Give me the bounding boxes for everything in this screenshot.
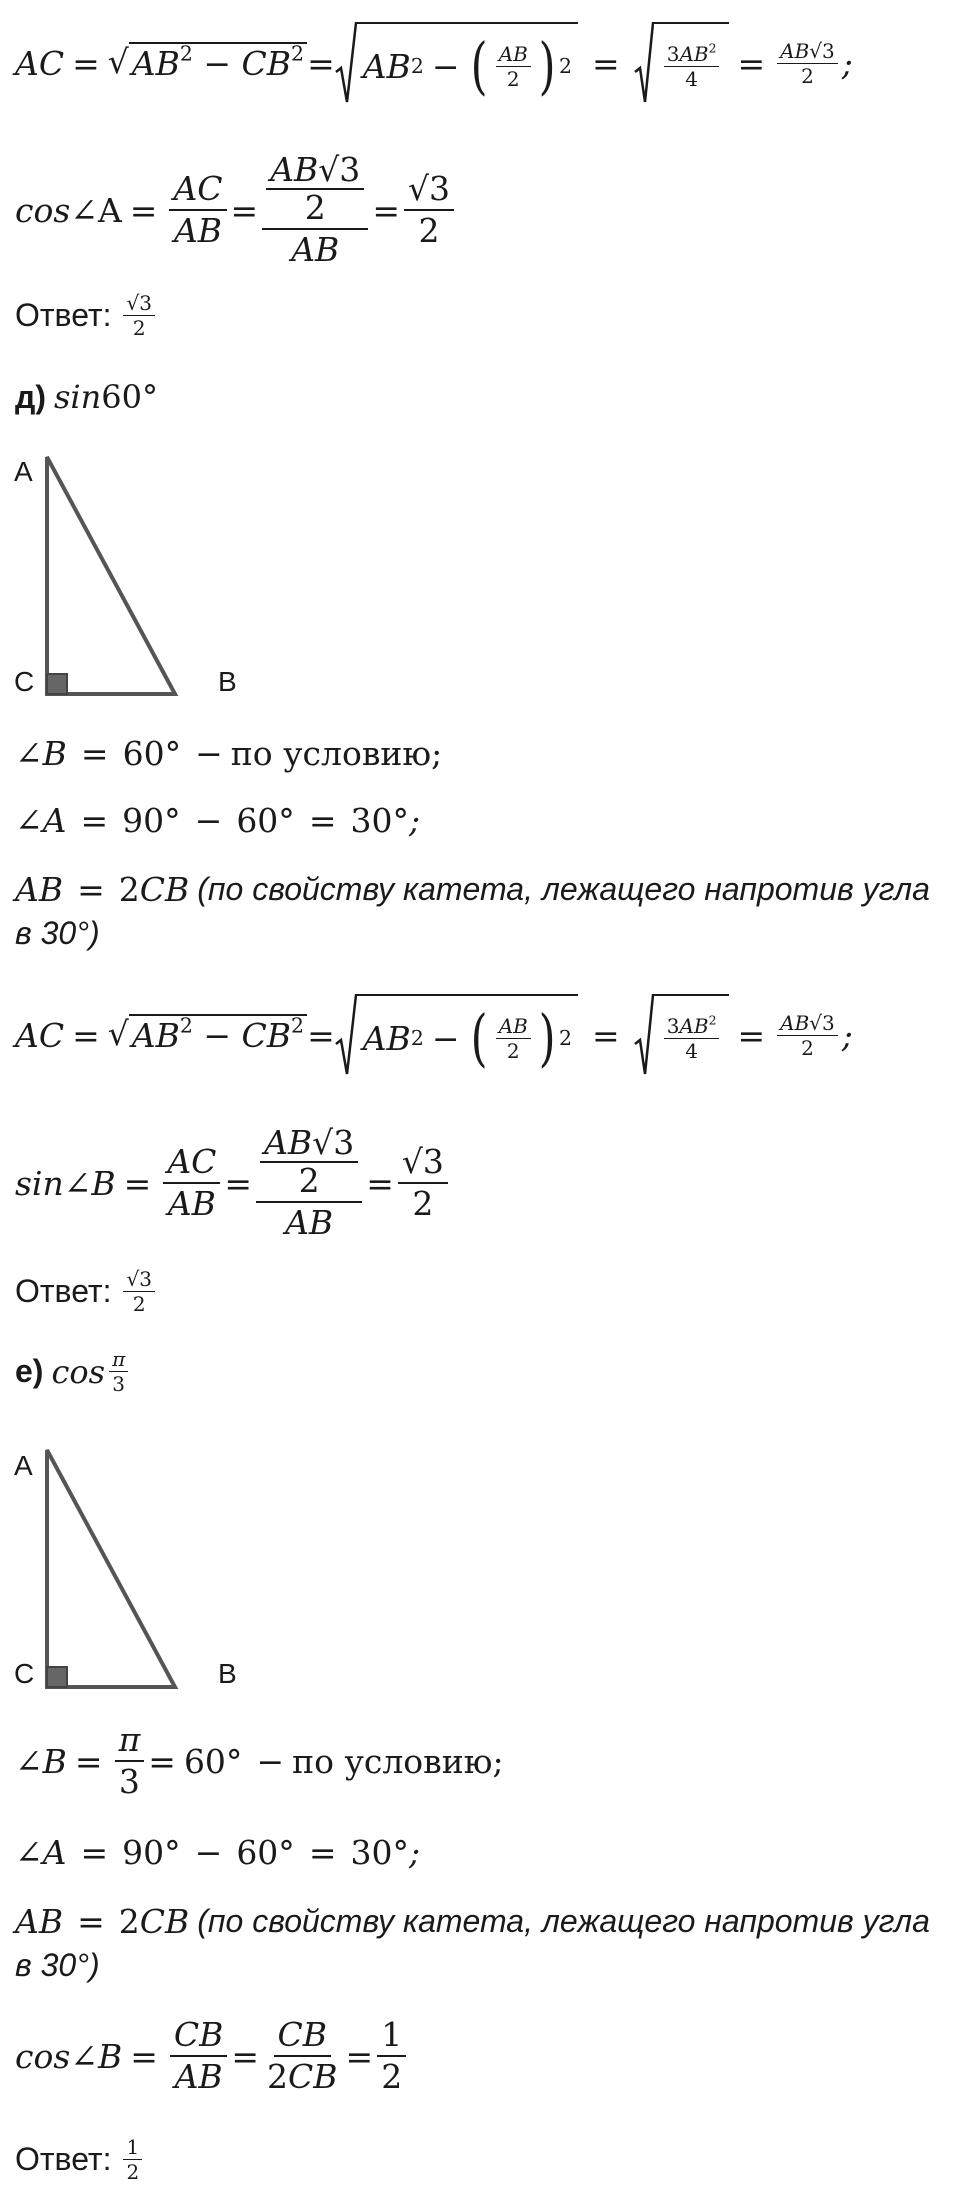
- angle-b-condition-1: ∠ B = 60° − по условию;: [15, 733, 443, 773]
- triangle-d: [30, 452, 190, 702]
- cos-a-equation: cos ∠A = $\frac{AC}{AB}$ = AB√3 2 AB = $\frac{√3}{2}$: [15, 145, 458, 275]
- answer-2: Ответ: $\frac{√3}{2}$: [15, 1268, 159, 1315]
- vertex-b-label: B: [218, 666, 237, 697]
- answer-3: Ответ: $\frac{1}{2}$: [15, 2136, 146, 2183]
- part-e-heading: е) cos $\frac{\pi}{3}$: [15, 1348, 132, 1395]
- angle-a-2: ∠ A = 90° − 60° = 30° ;: [15, 1832, 421, 1872]
- angle-b-condition-2: ∠ B = $\frac{\pi}{3}$ = 60° − по условию;: [15, 1719, 504, 1801]
- vertex-a-label: A: [14, 1450, 33, 1481]
- ac-equation-1: AC = √ $AB^2 - CB^2$ = AB 2 − ( $\frac{AB}{2}$ ) 2 = $\frac{3AB^2}{4}$ = $\frac{AB√3}{2}$ ;: [15, 18, 853, 108]
- ab-2cb-1: AB = 2 CB (по свойству катета, лежащего напротив угла: [15, 869, 930, 909]
- ab-2cb-1-tail: в 30°): [15, 915, 100, 951]
- sqrt-ab2-cb2: √ $AB^2 - CB^2$: [108, 42, 307, 84]
- vertex-c-label: C: [14, 1658, 35, 1689]
- vertex-b-label: B: [218, 1658, 237, 1689]
- sqrt-3ab2-over-4: $\frac{3AB^2}{4}$: [634, 22, 730, 104]
- vertex-c-label: C: [14, 666, 35, 697]
- ac-equation-2: AC = √ $AB^2 - CB^2$ = AB 2 − ( $\frac{AB}{2}$ ) 2 = $\frac{3AB^2}{4}$ = $\frac{AB√3}{2}$ ;: [15, 990, 853, 1080]
- right-angle-marker: [47, 674, 67, 694]
- ab-2cb-2: AB = 2 CB (по свойству катета, лежащего напротив угла: [15, 1901, 930, 1941]
- angle-a-1: ∠ A = 90° − 60° = 30° ;: [15, 800, 421, 840]
- cos-b-equation: cos ∠ B = $\frac{CB}{AB}$ = $\frac{CB}{2CB}$ = $\frac{1}{2}$: [15, 2006, 410, 2106]
- vertex-a-label: A: [14, 456, 33, 487]
- ab-2cb-2-tail: в 30°): [15, 1947, 100, 1983]
- triangle-e: [30, 1445, 190, 1695]
- answer-1: Ответ: $\frac{√3}{2}$: [15, 292, 159, 339]
- answer-1-fraction: $\frac{√3}{2}$: [123, 292, 154, 339]
- sin-b-equation: sin ∠ B = $\frac{AC}{AB}$ = AB√3 2 AB = $\frac{√3}{2}$: [15, 1118, 452, 1248]
- sqrt-ab2-minus-half: AB 2 − ( $\frac{AB}{2}$ ) 2: [335, 22, 578, 104]
- part-d-heading: д) sin 60°: [15, 378, 158, 416]
